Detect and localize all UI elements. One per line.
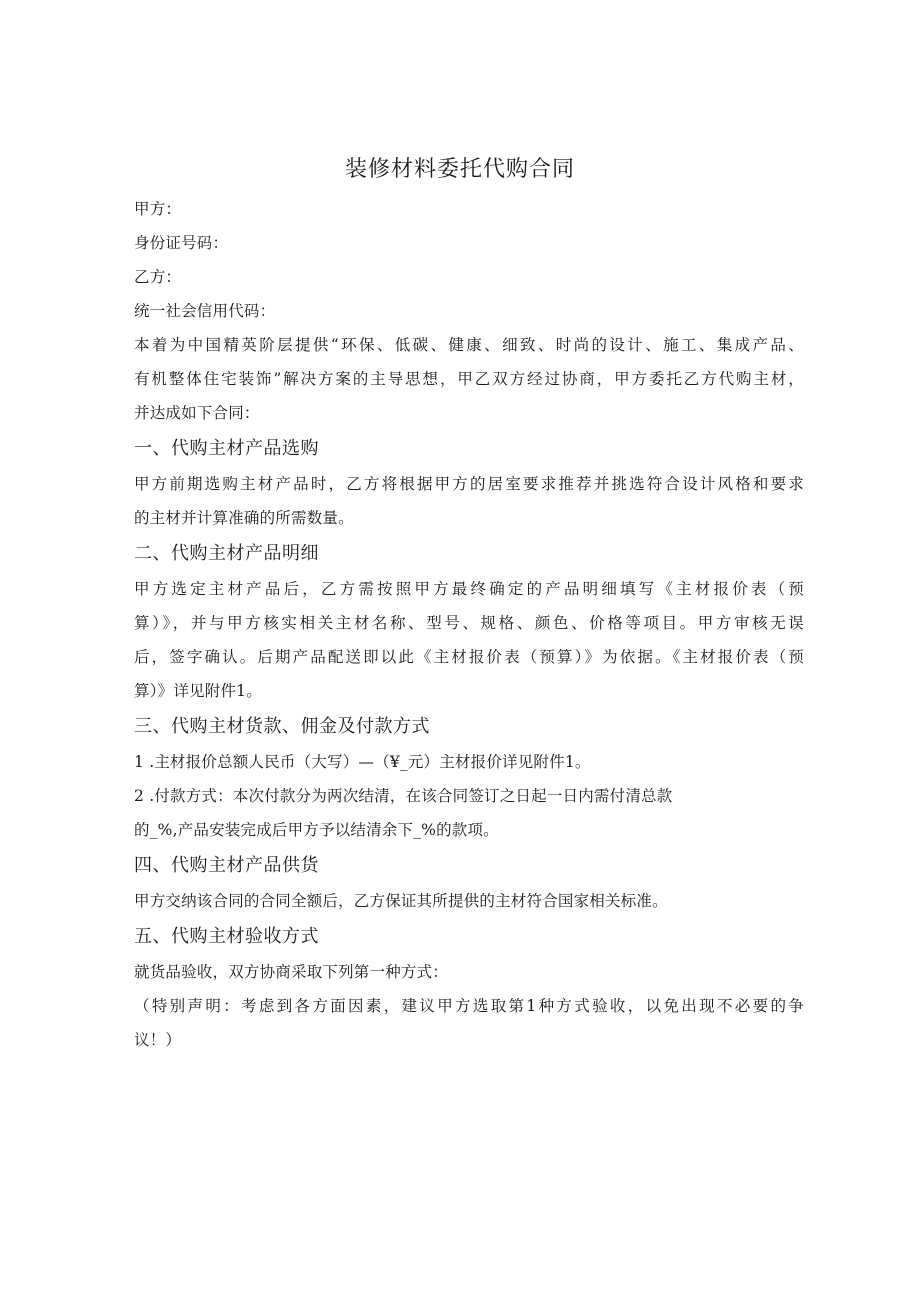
body-text-line: 算）》，并与甲方核实相关主材名称、型号、规格、颜色、价格等项目。甲方审核无误 (134, 614, 804, 632)
body-text-line: 后，签字确认。后期产品配送即以此《主材报价表（预算）》为依据。《主材报价表（预 (134, 648, 804, 666)
body-text-line: 甲方： (134, 200, 182, 218)
body-text-line: 有机整体住宅装饰”解决方案的主导思想，甲乙双方经过协商，甲方委托乙方代购主材， (134, 370, 804, 388)
body-text-line: （特别声明：考虑到各方面因素，建议甲方选取第1种方式验收，以免出现不必要的争 (134, 997, 804, 1015)
document-title: 装修材料委托代购合同 (344, 157, 575, 182)
section-heading: 五、代购主材验收方式 (134, 926, 319, 947)
document-body (134, 192, 804, 1057)
body-text-line: 算）》详见附件1。 (134, 682, 262, 700)
section-heading: 三、代购主材货款、佣金及付款方式 (134, 716, 430, 737)
section-heading: 四、代购主材产品供货 (134, 855, 319, 876)
body-text-line: 1 .主材报价总额人民币（大写）—（¥_元）主材报价详见附件1。 (134, 753, 591, 771)
body-text-line: 并达成如下合同： (134, 404, 260, 422)
body-text-line: 甲方交纳该合同的合同全额后，乙方保证其所提供的主材符合国家相关标准。 (134, 892, 668, 910)
section-heading: 一、代购主材产品选购 (134, 438, 319, 459)
body-text-line: 身份证号码： (134, 234, 229, 252)
body-text-line: 统一社会信用代码： (134, 302, 276, 320)
section-heading: 二、代购主材产品明细 (134, 543, 319, 564)
body-text-line: 本着为中国精英阶层提供“环保、低碳、健康、细致、时尚的设计、施工、集成产品、 (134, 336, 804, 354)
body-text-line: 就货品验收，双方协商采取下列第一种方式： (134, 963, 449, 981)
body-text-line: 议！） (134, 1031, 182, 1049)
body-text-line: 的主材并计算准确的所需数量。 (134, 509, 354, 527)
body-text-line: 甲方选定主材产品后，乙方需按照甲方最终确定的产品明细填写《主材报价表（预 (134, 580, 804, 598)
body-text-line: 甲方前期选购主材产品时，乙方将根据甲方的居室要求推荐并挑选符合设计风格和要求 (134, 475, 804, 493)
body-text-line: 乙方： (134, 268, 182, 286)
body-text-line: 的_%,产品安装完成后甲方予以结清余下_%的款项。 (134, 821, 499, 839)
body-text-line: 2 .付款方式：本次付款分为两次结清，在该合同签订之日起一日内需付清总款 (134, 787, 673, 805)
